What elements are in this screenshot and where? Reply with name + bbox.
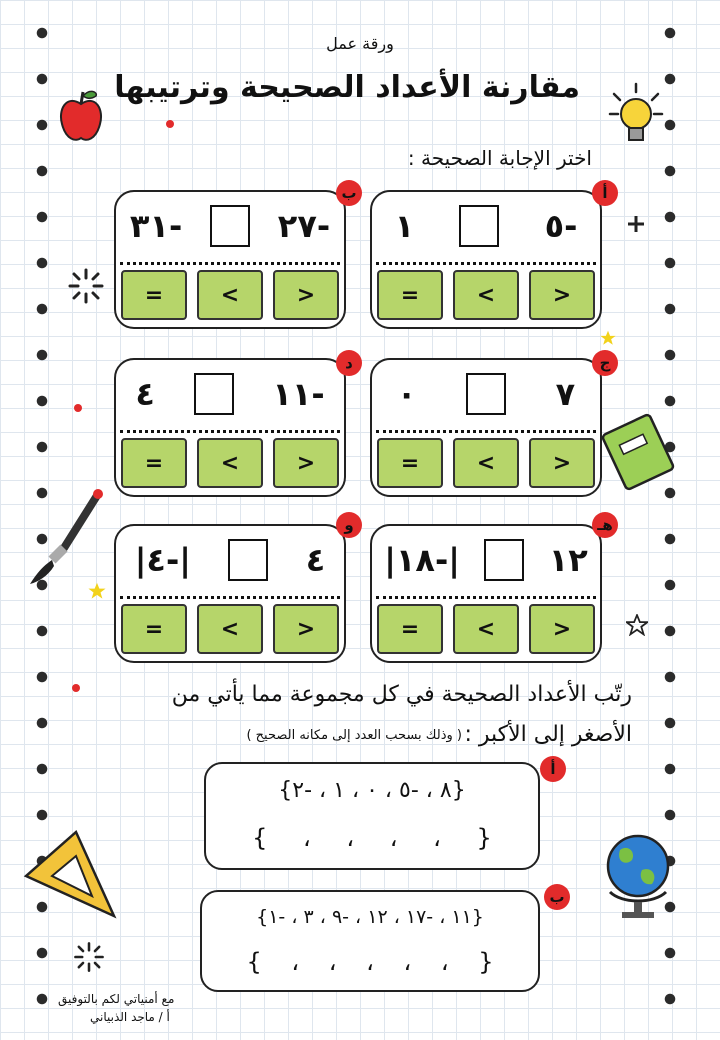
ordering-card bbox=[204, 762, 540, 870]
answer-drop-slot[interactable] bbox=[228, 539, 268, 581]
footer-wishes: مع أمنياتي لكم بالتوفيق bbox=[58, 992, 175, 1006]
globe-icon bbox=[598, 826, 678, 922]
star-small-icon bbox=[600, 330, 616, 346]
paintbrush-icon bbox=[24, 488, 106, 588]
notebook-icon bbox=[602, 412, 676, 492]
equal-option[interactable]: = bbox=[121, 270, 187, 320]
dotted-divider bbox=[120, 596, 340, 599]
comparison-card bbox=[114, 524, 346, 663]
less-than-option[interactable]: < bbox=[529, 438, 595, 488]
equal-option[interactable]: = bbox=[377, 438, 443, 488]
red-dot-decoration bbox=[74, 404, 82, 412]
problem-label: و bbox=[336, 512, 362, 538]
plus-icon bbox=[626, 214, 646, 234]
equal-option[interactable]: = bbox=[377, 604, 443, 654]
comparison-card bbox=[114, 190, 346, 329]
less-than-option[interactable]: < bbox=[273, 604, 339, 654]
answer-slots[interactable]: { ، ، ، ، } bbox=[252, 824, 492, 852]
triangle-ruler-icon bbox=[16, 826, 126, 926]
lightbulb-icon bbox=[606, 80, 666, 150]
star-outline-icon bbox=[626, 614, 648, 636]
left-number: ١٢ bbox=[548, 541, 588, 579]
right-number: |-٤| bbox=[134, 541, 191, 579]
right-number: ٤ bbox=[135, 375, 155, 413]
problem-label: ج bbox=[592, 350, 618, 376]
equal-option[interactable]: = bbox=[121, 438, 187, 488]
section2-instruction-line2: الأصغر إلى الأكبر : bbox=[464, 722, 632, 747]
dotted-divider bbox=[376, 430, 596, 433]
set-label: أ bbox=[540, 756, 566, 782]
answer-drop-slot[interactable] bbox=[194, 373, 234, 415]
left-number: ٤ bbox=[305, 541, 326, 579]
left-number: -١١ bbox=[272, 375, 325, 413]
ordering-card bbox=[200, 890, 540, 992]
right-number: -٣١ bbox=[129, 207, 183, 245]
left-number: ٧ bbox=[555, 375, 576, 413]
sparkle-icon bbox=[66, 266, 106, 306]
dotted-divider bbox=[376, 262, 596, 265]
dotted-divider bbox=[120, 262, 340, 265]
greater-than-option[interactable]: > bbox=[197, 604, 263, 654]
section1-instruction: اختر الإجابة الصحيحة : bbox=[407, 146, 592, 170]
red-dot-decoration bbox=[72, 684, 80, 692]
left-number: -٢٧ bbox=[277, 207, 331, 245]
greater-than-option[interactable]: > bbox=[453, 438, 519, 488]
section2-instruction: رتّب الأعداد الصحيحة في كل مجموعة مما يأتي من bbox=[171, 682, 632, 707]
answer-drop-slot[interactable] bbox=[210, 205, 250, 247]
problem-label: أ bbox=[592, 180, 618, 206]
problem-label: هـ bbox=[592, 512, 618, 538]
dotted-divider bbox=[376, 596, 596, 599]
comparison-card bbox=[114, 358, 346, 497]
less-than-option[interactable]: < bbox=[273, 438, 339, 488]
section2-instruction-note: ( وذلك بسحب العدد إلى مكانه الصحيح ) bbox=[246, 728, 462, 743]
right-number: ١ bbox=[394, 207, 415, 245]
greater-than-option[interactable]: > bbox=[453, 270, 519, 320]
equal-option[interactable]: = bbox=[377, 270, 443, 320]
dotted-divider bbox=[120, 430, 340, 433]
greater-than-option[interactable]: > bbox=[197, 270, 263, 320]
less-than-option[interactable]: < bbox=[529, 604, 595, 654]
sparkle-bottom-icon bbox=[72, 940, 106, 974]
greater-than-option[interactable]: > bbox=[197, 438, 263, 488]
worksheet-subtitle: ورقة عمل bbox=[326, 34, 394, 53]
comparison-card bbox=[370, 524, 602, 663]
comparison-card bbox=[370, 358, 602, 497]
red-dot-decoration bbox=[166, 120, 174, 128]
apple-icon bbox=[56, 86, 106, 146]
greater-than-option[interactable]: > bbox=[453, 604, 519, 654]
page-title: مقارنة الأعداد الصحيحة وترتيبها bbox=[114, 70, 580, 105]
equal-option[interactable]: = bbox=[121, 604, 187, 654]
problem-label: ب bbox=[336, 180, 362, 206]
star-icon bbox=[88, 582, 106, 600]
problem-label: د bbox=[336, 350, 362, 376]
set-label: ب bbox=[544, 884, 570, 910]
footer-author: أ / ماجد الذبياني bbox=[90, 1010, 170, 1024]
answer-drop-slot[interactable] bbox=[484, 539, 524, 581]
right-number: |-١٨| bbox=[384, 541, 460, 579]
less-than-option[interactable]: < bbox=[529, 270, 595, 320]
left-number: -٥ bbox=[544, 207, 578, 245]
answer-drop-slot[interactable] bbox=[466, 373, 506, 415]
answer-drop-slot[interactable] bbox=[459, 205, 499, 247]
answer-slots[interactable]: { ، ، ، ، ، } bbox=[246, 948, 494, 976]
number-set[interactable]: {١١ ، -١٧ ، ١٢ ، -٩ ، ٣ ، -١} bbox=[256, 906, 484, 928]
number-set[interactable]: {٨ ، -٥ ، ٠ ، ١ ، -٢} bbox=[278, 778, 466, 803]
comparison-card bbox=[370, 190, 602, 329]
less-than-option[interactable]: < bbox=[273, 270, 339, 320]
right-number: ٠ bbox=[396, 375, 417, 413]
